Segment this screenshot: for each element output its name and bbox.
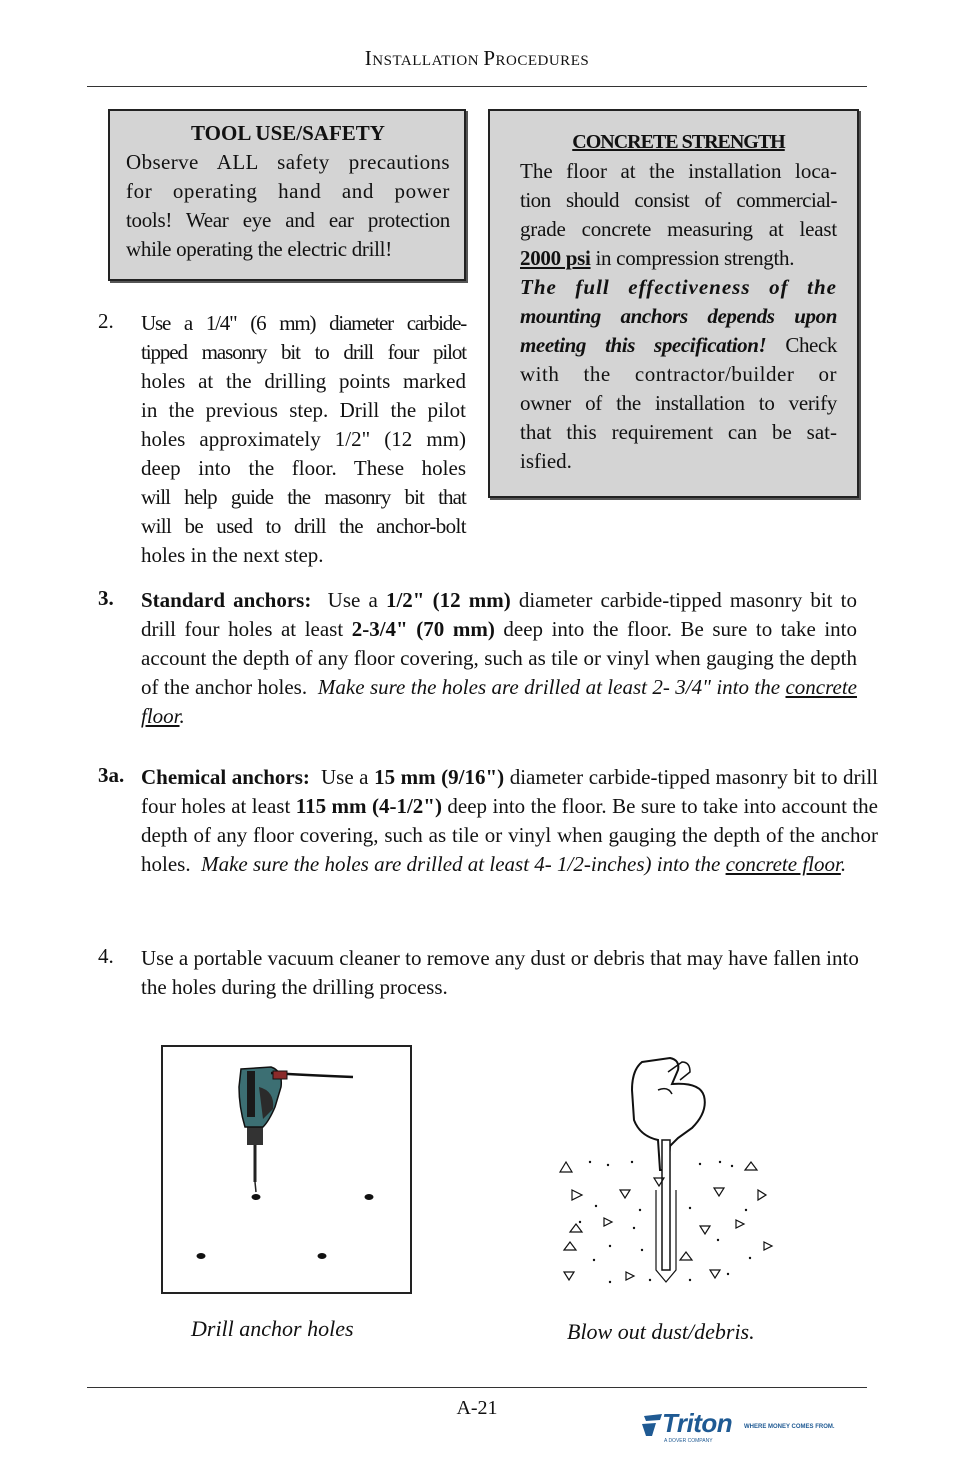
psi-rest: in compression strength. [590,246,795,270]
tool-safety-line: while operating the electric drill! [126,237,392,261]
concrete-line: grade concrete measuring at least [520,217,837,241]
step2-line: deep into the floor. These holes [141,456,466,480]
step3-iend: . [179,704,185,728]
concrete-emph: The full effectiveness of the [520,275,837,299]
step3-i1: Make sure the holes are drilled at least 2- 3/4" into the [317,675,786,699]
step3a-iend: . [840,852,847,876]
blowout-figure [550,1050,785,1288]
footer-rule [87,1387,867,1388]
step3a-label: Chemical anchors: [141,765,310,789]
step2-line: holes at the drilling points marked [141,369,466,393]
page-header: INSTALLATION PROCEDURES [364,46,590,70]
concrete-line: owner of the installation to verify [520,391,837,415]
tool-safety-line: Observe ALL safety precautions [126,150,450,174]
step4-number: 4. [98,944,114,968]
step3a-text [141,763,884,879]
drill-icon [163,1047,410,1292]
tool-safety-line: tools! Wear eye and ear protection [126,208,450,232]
concrete-title: CONCRETE STRENGTH [572,131,785,153]
triton-logo [640,1408,850,1448]
step2-line: Use a 1/4" (6 mm) diameter carbide- [141,311,466,335]
step3a-iu: concrete floor [725,852,841,876]
tool-safety-box [108,109,466,281]
concrete-line: that this requirement can be sat- [520,420,837,444]
step4-text: Use a portable vacuum cleaner to remove any dust or debris that may have fallen into the holes during the drilling process. [141,946,859,999]
step3-t1: Use a [311,588,386,612]
step3-b2: 2-3/4" (70 mm) [351,617,495,641]
step2-line: holes approximately 1/2" (12 mm) [141,427,466,451]
step2-line: holes in the next step. [141,543,324,567]
triton-sub: A DOVER COMPANY [664,1438,713,1444]
step2-line: will help guide the masonry bit that [141,485,466,509]
blowout-caption: Blow out dust/debris. [567,1319,755,1344]
concrete-emph-end: meeting this specification! [520,333,767,357]
concrete-line: with the contractor/builder or [520,362,837,386]
step3a-t2: diameter carbide-tipped masonry bit to drill four holes at least [141,765,878,818]
step3-t3: deep into the floor. Be sure to take into account the depth of any floor covering, such as tile or vinyl when gauging the depth of the anchor holes. [141,617,863,699]
step2-line: tipped masonry bit to drill four pilot [141,340,466,364]
step3a-t3: deep into the floor. Be sure to take into account the depth of any floor covering, such as tile or vinyl when gauging the depth of the anchor holes. [141,794,884,876]
psi-value: 2000 psi [520,246,591,270]
concrete-line: The floor at the installation loca- [520,159,837,183]
step3-b1: 1/2" (12 mm) [385,588,511,612]
header-rule [87,86,867,87]
concrete-psi-line [520,244,837,273]
step3a-number: 3a. [98,763,125,787]
concrete-line: isfied. [520,449,572,473]
tool-safety-line: for operating hand and power [126,179,450,203]
drill-caption: Drill anchor holes [191,1316,354,1341]
concrete-emph-last [520,331,837,360]
triton-tagline: WHERE MONEY COMES FROM. [744,1424,835,1430]
page-number: A-21 [456,1397,498,1419]
step2-text [141,309,466,570]
step3-iu: concrete floor [141,675,857,728]
step3-label: Standard anchors: [141,588,312,612]
triton-wordmark: Triton [662,1408,733,1438]
step3a-i1: Make sure the holes are drilled at least 4- 1/2-inches) into the [201,852,726,876]
concrete-emph: mounting anchors depends upon [520,304,837,328]
step3a-t1: Use a [309,765,375,789]
drill-figure [161,1045,412,1294]
step3a-b1: 15 mm (9/16") [374,765,505,789]
step3-text [141,586,863,731]
blowout-icon [550,1050,785,1288]
step2-line: will be used to drill the anchor-bolt [141,514,466,538]
concrete-check: Check [766,333,837,357]
concrete-strength-box [488,109,859,498]
step3-t2: diameter carbide-tipped masonry bit to drill four holes at least [141,588,858,641]
step3-number: 3. [98,586,114,610]
step2-line: in the previous step. Drill the pilot [141,398,466,422]
concrete-line: tion should consist of commercial- [520,188,837,212]
step3a-b2: 115 mm (4-1/2") [295,794,442,818]
step2-number: 2. [98,309,114,333]
tool-safety-title: TOOL USE/SAFETY [191,121,385,145]
